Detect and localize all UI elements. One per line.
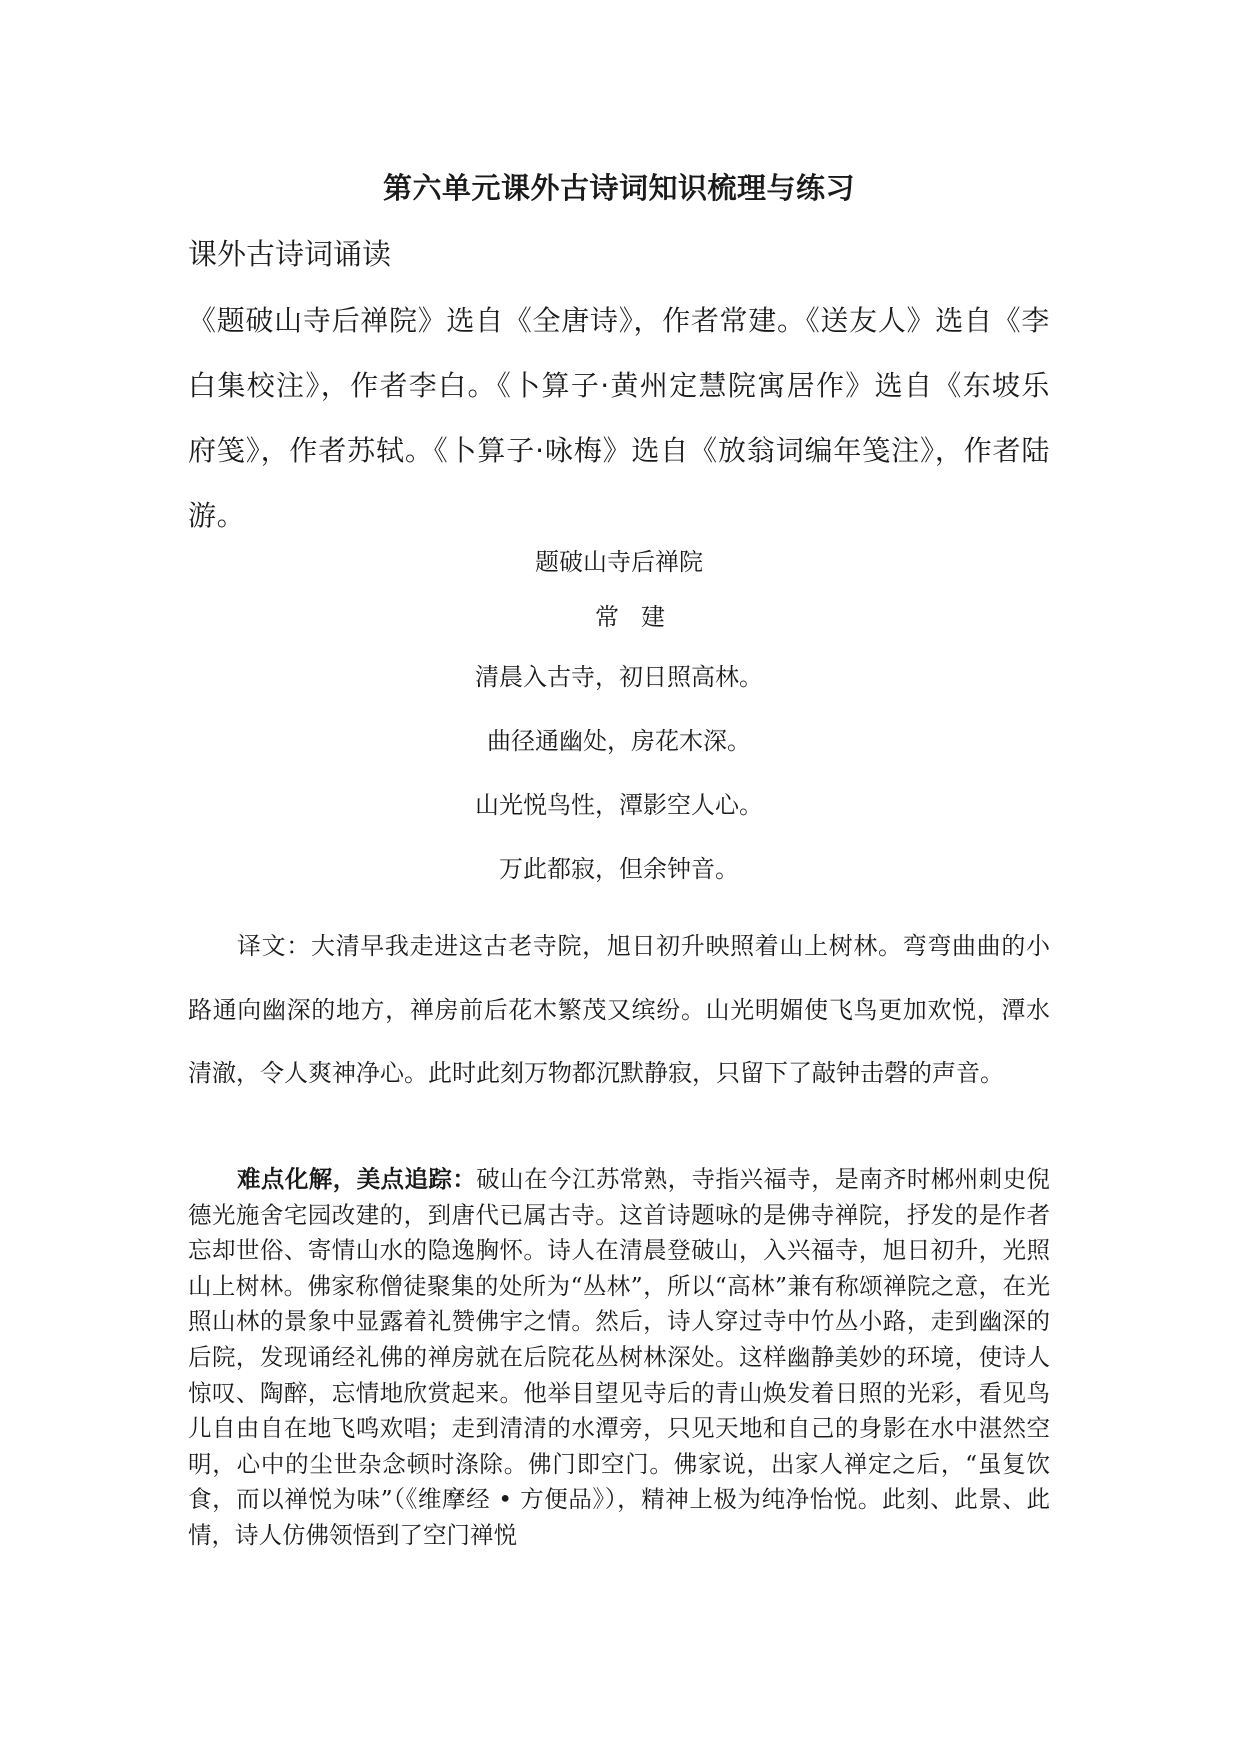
page-title: 第六单元课外古诗词知识梳理与练习 bbox=[382, 171, 855, 205]
poem-line: 山光悦鸟性，潭影空人心。 bbox=[475, 791, 763, 819]
poem-line: 清晨入古寺，初日照高林。 bbox=[475, 663, 763, 691]
poem-line: 曲径通幽处，房花木深。 bbox=[487, 727, 751, 755]
analysis-text: 破山在今江苏常熟，寺指兴福寺，是南齐时郴州刺史倪德光施舍宅园改建的，到唐代已属古寺。这首诗题咏的是佛寺禅院，抒发的是作者忘却世俗、寄情山水的隐逸胸怀。诗人在清晨登破山，入兴福寺，旭日初升，光照山上树林。佛家称僧徒聚集的处所为“丛林”，所以“高林”兼有称颂禅院之意，在光照山林的景象中显露着礼赞佛宇之情。然后，诗人穿过寺中竹丛小路，走到幽深的后院，发现诵经礼佛的禅房就在后院花丛树林深处。这样幽静美妙的环境，使诗人惊叹、陶醉，忘情地欣赏起来。他举目望见寺后的青山焕发着日照的光彩，看见鸟儿自由自在地飞鸣欢唱；走到清清的水潭旁，只见天地和自己的身影在水中湛然空明，心中的尘世杂念顿时涤除。佛门即空门。佛家说，出家人禅定之后，“虽复饮食，而以禅悦为味”（《维摩经 • 方便品》），精神上极为纯净怡悦。此刻、此景、此情，诗人仿佛领悟到了空门禅悦 bbox=[188, 1165, 1051, 1549]
translation-paragraph: 译文：大清早我走进这古老寺院，旭日初升映照着山上树林。弯弯曲曲的小路通向幽深的地方，禅房前后花木繁茂又缤纷。山光明媚使飞鸟更加欢悦，潭水清澈，令人爽神净心。此时此刻万物都沉默静寂，只留下了敲钟击磬的声音。 bbox=[188, 932, 1050, 1087]
poem-title: 题破山寺后禅院 bbox=[535, 548, 703, 576]
analysis-lead: 难点化解，美点追踪： bbox=[237, 1165, 477, 1193]
analysis-paragraph bbox=[188, 1162, 1050, 1554]
poem-author: 常建 bbox=[595, 603, 687, 631]
poem-line: 万此都寂，但余钟音。 bbox=[499, 855, 739, 883]
section-heading: 课外古诗词诵读 bbox=[188, 237, 392, 271]
intro-paragraph: 《题破山寺后禅院》选自《全唐诗》，作者常建。《送友人》选自《李白集校注》，作者李白。《卜算子·黄州定慧院寓居作》选自《东坡乐府笺》，作者苏轼。《卜算子·咏梅》选自《放翁词编年笺注》，作者陆游。 bbox=[188, 304, 1050, 532]
